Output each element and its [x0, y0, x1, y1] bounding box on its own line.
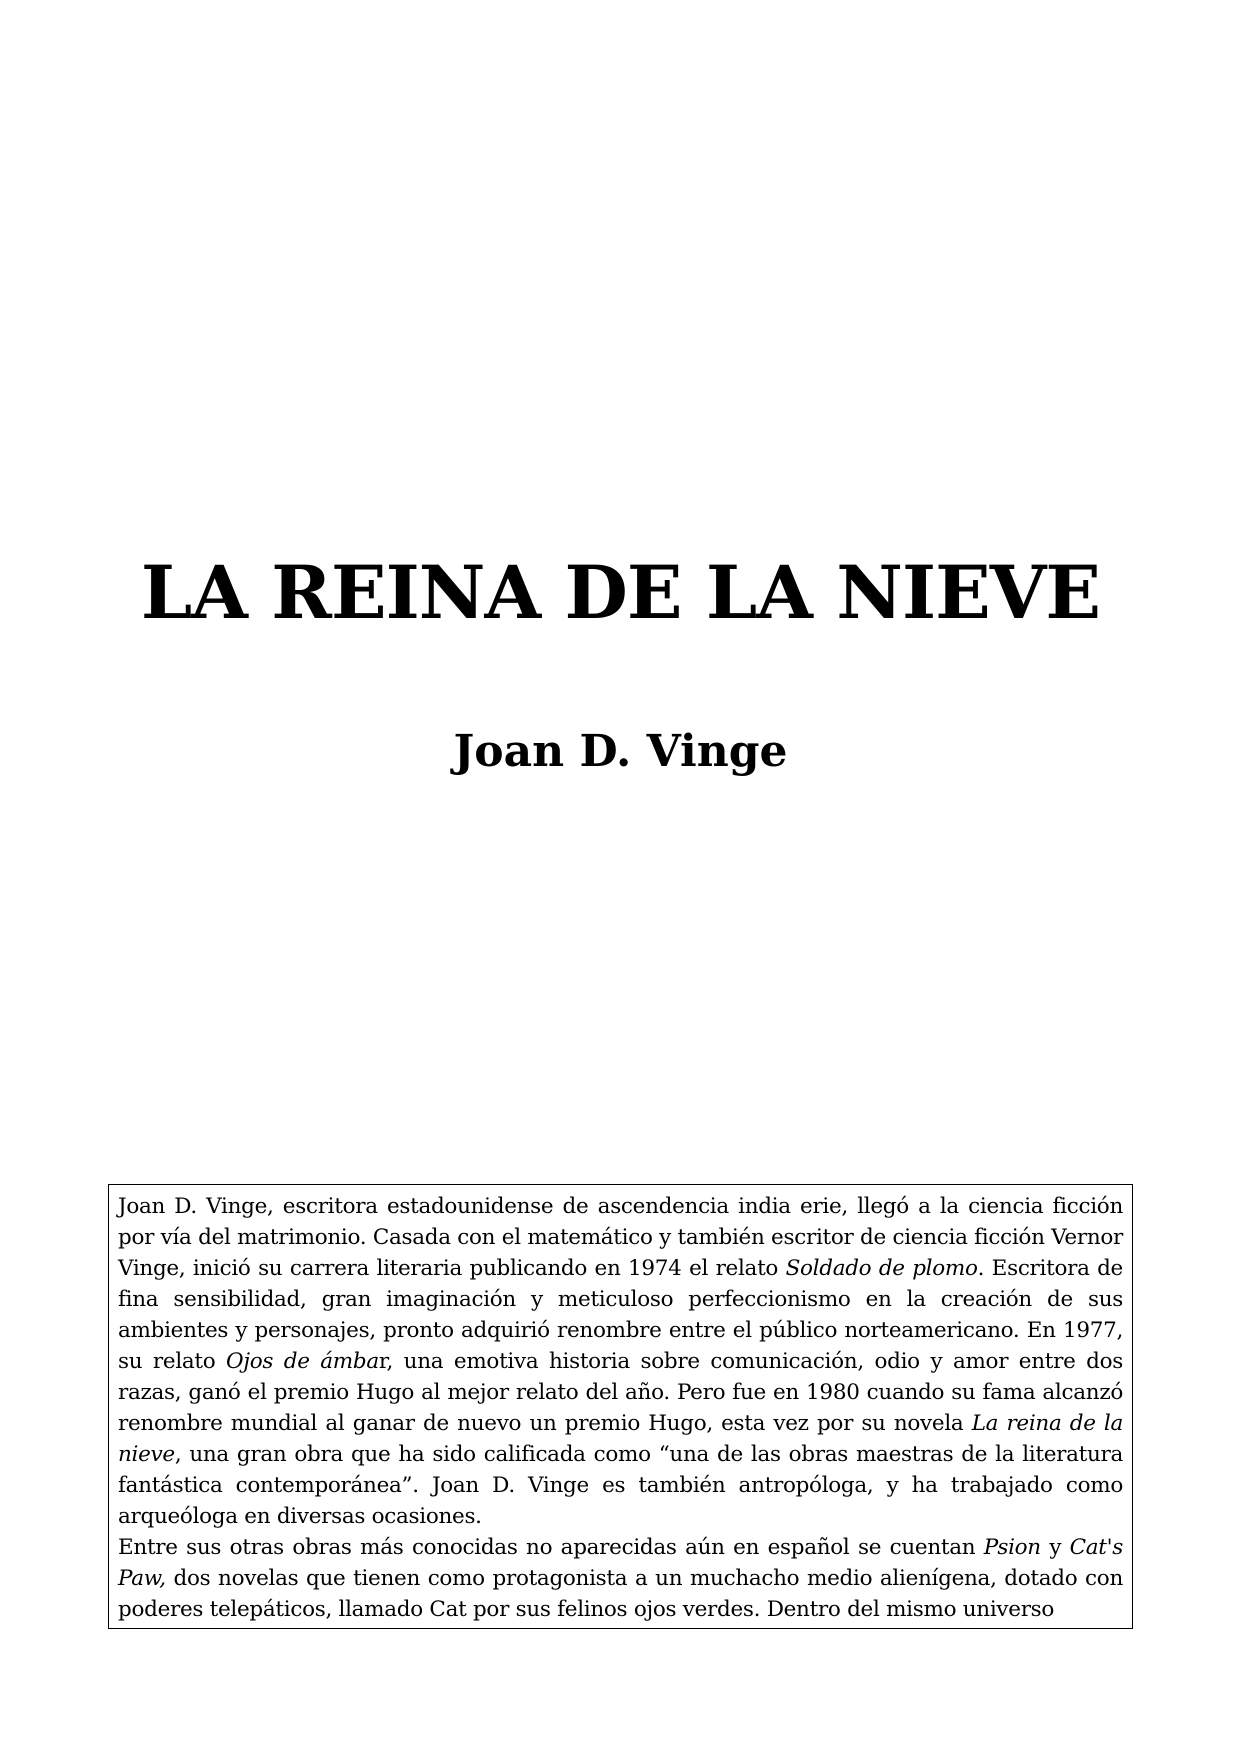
bio-text: y: [1040, 1535, 1070, 1560]
author-bio-box: [108, 1184, 1133, 1629]
book-title: LA REINA DE LA NIEVE: [140, 550, 1101, 636]
bio-text: , una gran obra que ha sido calificada como “una de las obras maestras de la literatura fantástica contemporánea”. Joan D. Vinge es también antropóloga, y ha trabajado como arqueóloga en diversas ocasiones.: [118, 1442, 1123, 1529]
bio-text: Entre sus otras obras más conocidas no aparecidas aún en español se cuentan: [118, 1535, 984, 1560]
bio-work-title: Psion: [983, 1535, 1041, 1560]
bio-text: r, una emotiva historia sobre comunicación, odio y amor entre dos razas, ganó el premio Hugo al mejor relato del año. Pero fue en 1980 cuando su fama alcanzó renombre mundial al ganar de nuevo un premio Hugo, esta vez por su novela: [118, 1349, 1123, 1436]
bio-paragraph-2: [118, 1532, 1123, 1625]
book-author: Joan D. Vinge: [453, 726, 788, 777]
bio-work-title: Ojos de ámba: [226, 1349, 379, 1374]
bio-work-title: La reina de la nieve: [118, 1411, 1123, 1467]
bio-paragraph-1: [118, 1191, 1123, 1532]
bio-work-title: Soldado de plomo: [785, 1256, 978, 1281]
bio-text: dos novelas que tienen como protagonista a un muchacho medio alienígena, dotado con poderes telepáticos, llamado Cat por sus felinos ojos verdes. Dentro del mismo universo: [118, 1566, 1123, 1622]
bio-text: Joan D. Vinge, escritora estadounidense de ascendencia india erie, llegó a la ciencia ficción por vía del matrimonio. Casada con el matemático y también escritor de ciencia ficción Vernor Vinge, inició su carrera literaria publicando en 1974 el relato: [118, 1194, 1123, 1281]
bio-text: . Escritora de fina sensibilidad, gran imaginación y meticuloso perfeccionismo en la creación de sus ambientes y personajes, pronto adquirió renombre entre el público norteamericano. En 1977, su relato: [118, 1256, 1123, 1374]
bio-work-title: Cat's Paw,: [118, 1535, 1123, 1591]
